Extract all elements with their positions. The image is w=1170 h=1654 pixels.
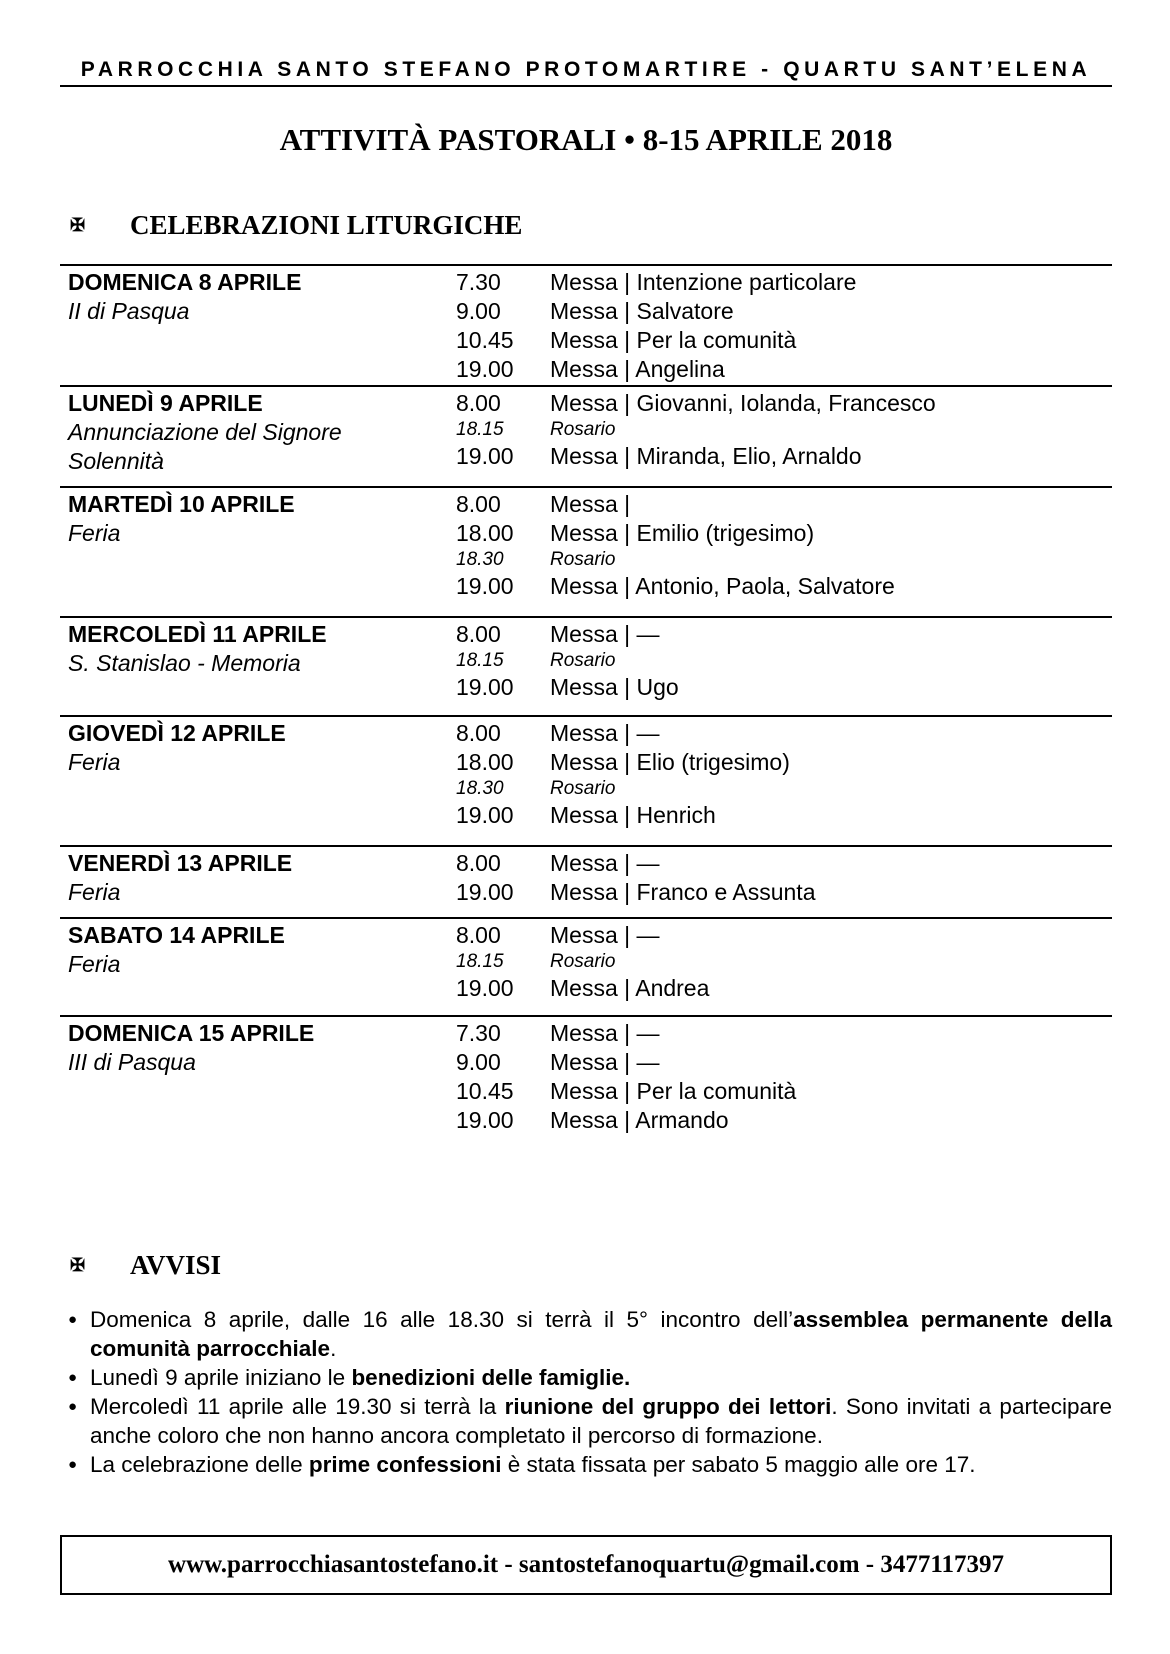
slot-text: Messa | Andrea bbox=[550, 975, 710, 1001]
slot-time: 7.30 bbox=[456, 1020, 501, 1046]
rosary-slot bbox=[456, 950, 709, 974]
notice-emphasis: riunione del gruppo dei lettori bbox=[504, 1394, 832, 1419]
slot-time: 19.00 bbox=[456, 573, 514, 599]
mass-slot bbox=[456, 801, 790, 830]
notice-text: è stata fissata per sabato 5 maggio alle ore 17. bbox=[501, 1452, 976, 1477]
slot-text: Rosario bbox=[550, 778, 616, 799]
time-slots bbox=[456, 849, 816, 907]
mass-slot bbox=[456, 849, 816, 878]
header-divider bbox=[60, 85, 1112, 87]
bulletin-page bbox=[60, 0, 1112, 1654]
parish-header: PARROCCHIA SANTO STEFANO PROTOMARTIRE - QUARTU SANT’ELENA bbox=[80, 58, 1092, 81]
slot-time: 18.15 bbox=[456, 650, 504, 671]
notice-text: Lunedì 9 aprile iniziano le bbox=[90, 1365, 352, 1390]
time-slots bbox=[456, 490, 895, 601]
mass-slot bbox=[456, 1077, 796, 1106]
notice-text: . Sono invitati a partecipare anche coloro che non hanno ancora completato il percorso di formazione. bbox=[90, 1394, 1112, 1448]
slot-text: Messa | — bbox=[550, 1049, 660, 1075]
slot-text: Messa | Intenzione particolare bbox=[550, 269, 857, 295]
mass-slot bbox=[456, 442, 936, 471]
slot-time: 9.00 bbox=[456, 298, 501, 324]
mass-slot bbox=[456, 326, 856, 355]
contact-footer: www.parrocchiasantostefano.it - santostefanoquartu@gmail.com - 3477117397 bbox=[60, 1535, 1112, 1595]
slot-time: 10.45 bbox=[456, 327, 514, 353]
liturgical-note: Solennità bbox=[68, 448, 164, 474]
time-slots bbox=[456, 921, 709, 1003]
slot-time: 8.00 bbox=[456, 850, 501, 876]
notices-list bbox=[68, 1305, 1112, 1479]
slot-text: Messa | — bbox=[550, 1020, 660, 1046]
slot-time: 10.45 bbox=[456, 1078, 514, 1104]
slot-time: 8.00 bbox=[456, 390, 501, 416]
day-block bbox=[60, 486, 1112, 616]
slot-time: 19.00 bbox=[456, 1107, 514, 1133]
day-info bbox=[68, 919, 285, 979]
day-name: MERCOLEDÌ 11 APRILE bbox=[68, 621, 327, 647]
slot-text: Messa | Miranda, Elio, Arnaldo bbox=[550, 443, 862, 469]
notice-item bbox=[68, 1363, 1112, 1392]
day-name: SABATO 14 APRILE bbox=[68, 922, 285, 948]
slot-time: 18.30 bbox=[456, 549, 504, 570]
notice-item bbox=[68, 1450, 1112, 1479]
mass-slot bbox=[456, 878, 816, 907]
cross-pattee-icon: ✠ bbox=[70, 1255, 86, 1275]
slot-text: Messa | Antonio, Paola, Salvatore bbox=[550, 573, 895, 599]
slot-time: 19.00 bbox=[456, 802, 514, 828]
day-block bbox=[60, 845, 1112, 917]
day-name: GIOVEDÌ 12 APRILE bbox=[68, 720, 286, 746]
liturgy-schedule bbox=[60, 264, 1112, 1147]
mass-slot bbox=[456, 389, 936, 418]
liturgical-note: S. Stanislao - Memoria bbox=[68, 650, 301, 676]
mass-slot bbox=[456, 519, 895, 548]
slot-time: 19.00 bbox=[456, 356, 514, 382]
day-info bbox=[68, 618, 327, 678]
slot-text: Messa | Henrich bbox=[550, 802, 716, 828]
mass-slot bbox=[456, 974, 709, 1003]
slot-text: Rosario bbox=[550, 419, 616, 440]
slot-text: Messa | Per la comunità bbox=[550, 1078, 797, 1104]
rosary-slot bbox=[456, 777, 790, 801]
day-info bbox=[68, 266, 301, 326]
notice-text: Mercoledì 11 aprile alle 19.30 si terrà la bbox=[90, 1394, 505, 1419]
slot-time: 7.30 bbox=[456, 269, 501, 295]
day-info bbox=[68, 717, 286, 777]
notice-text: . bbox=[330, 1336, 337, 1361]
day-info bbox=[68, 387, 342, 476]
slot-text: Messa | — bbox=[550, 922, 660, 948]
section-heading-liturgy bbox=[70, 210, 522, 241]
mass-slot bbox=[456, 921, 709, 950]
slot-time: 18.15 bbox=[456, 951, 504, 972]
mass-slot bbox=[456, 620, 679, 649]
slot-text: Rosario bbox=[550, 650, 616, 671]
slot-text: Messa | Angelina bbox=[550, 356, 725, 382]
liturgical-note: Feria bbox=[68, 520, 121, 546]
section-heading-notices bbox=[70, 1250, 221, 1281]
slot-time: 9.00 bbox=[456, 1049, 501, 1075]
notice-emphasis: benedizioni delle famiglie. bbox=[351, 1365, 631, 1390]
day-block bbox=[60, 715, 1112, 845]
mass-slot bbox=[456, 297, 856, 326]
slot-text: Messa | — bbox=[550, 850, 660, 876]
mass-slot bbox=[456, 1106, 796, 1135]
day-name: DOMENICA 15 APRILE bbox=[68, 1020, 315, 1046]
slot-time: 18.15 bbox=[456, 419, 504, 440]
page-title: ATTIVITÀ PASTORALI • 8-15 APRILE 2018 bbox=[279, 122, 893, 157]
notice-emphasis: prime confessioni bbox=[308, 1452, 502, 1477]
mass-slot bbox=[456, 490, 895, 519]
time-slots bbox=[456, 620, 679, 702]
day-block bbox=[60, 385, 1112, 486]
day-name: MARTEDÌ 10 APRILE bbox=[68, 491, 295, 517]
slot-time: 18.00 bbox=[456, 749, 514, 775]
notice-emphasis: assemblea permanente della comunità parrocchiale bbox=[90, 1307, 1112, 1361]
rosary-slot bbox=[456, 418, 936, 442]
day-info bbox=[68, 847, 292, 907]
notice-item bbox=[68, 1392, 1112, 1450]
liturgical-note: Feria bbox=[68, 749, 121, 775]
slot-text: Messa | Giovanni, Iolanda, Francesco bbox=[550, 390, 936, 416]
day-name: VENERDÌ 13 APRILE bbox=[68, 850, 293, 876]
slot-time: 18.30 bbox=[456, 778, 504, 799]
section-title: AVVISI bbox=[130, 1250, 222, 1280]
day-block bbox=[60, 1015, 1112, 1147]
slot-time: 18.00 bbox=[456, 520, 514, 546]
slot-text: Messa | bbox=[550, 491, 631, 517]
slot-text: Messa | — bbox=[550, 621, 660, 647]
day-name: DOMENICA 8 APRILE bbox=[68, 269, 302, 295]
notice-text: Domenica 8 aprile, dalle 16 alle 18.30 si terrà il 5° incontro dell’ bbox=[90, 1307, 794, 1332]
slot-text: Rosario bbox=[550, 549, 616, 570]
liturgical-note: Annunciazione del Signore bbox=[68, 419, 342, 445]
notice-text: La celebrazione delle bbox=[90, 1452, 309, 1477]
slot-text: Messa | Armando bbox=[550, 1107, 729, 1133]
mass-slot bbox=[456, 748, 790, 777]
slot-time: 8.00 bbox=[456, 720, 501, 746]
slot-text: Messa | Franco e Assunta bbox=[550, 879, 816, 905]
slot-time: 8.00 bbox=[456, 621, 501, 647]
day-info bbox=[68, 488, 295, 548]
slot-text: Messa | Per la comunità bbox=[550, 327, 797, 353]
slot-time: 19.00 bbox=[456, 975, 514, 1001]
liturgical-note: II di Pasqua bbox=[68, 298, 190, 324]
mass-slot bbox=[456, 719, 790, 748]
slot-text: Messa | Emilio (trigesimo) bbox=[550, 520, 815, 546]
slot-text: Messa | Elio (trigesimo) bbox=[550, 749, 790, 775]
day-name: LUNEDÌ 9 APRILE bbox=[68, 390, 263, 416]
slot-text: Rosario bbox=[550, 951, 616, 972]
mass-slot bbox=[456, 355, 856, 384]
day-block bbox=[60, 264, 1112, 385]
section-title: CELEBRAZIONI LITURGICHE bbox=[130, 210, 523, 240]
cross-pattee-icon: ✠ bbox=[70, 215, 86, 235]
slot-time: 19.00 bbox=[456, 443, 514, 469]
mass-slot bbox=[456, 1048, 796, 1077]
slot-text: Messa | — bbox=[550, 720, 660, 746]
slot-time: 8.00 bbox=[456, 491, 501, 517]
notice-item bbox=[68, 1305, 1112, 1363]
mass-slot bbox=[456, 268, 856, 297]
time-slots bbox=[456, 1019, 796, 1135]
day-info bbox=[68, 1017, 314, 1077]
day-block bbox=[60, 616, 1112, 715]
mass-slot bbox=[456, 673, 679, 702]
slot-time: 8.00 bbox=[456, 922, 501, 948]
day-block bbox=[60, 917, 1112, 1015]
liturgical-note: Feria bbox=[68, 951, 121, 977]
liturgical-note: III di Pasqua bbox=[68, 1049, 196, 1075]
slot-text: Messa | Salvatore bbox=[550, 298, 734, 324]
rosary-slot bbox=[456, 649, 679, 673]
time-slots bbox=[456, 389, 936, 471]
liturgical-note: Feria bbox=[68, 879, 121, 905]
rosary-slot bbox=[456, 548, 895, 572]
time-slots bbox=[456, 268, 856, 384]
mass-slot bbox=[456, 572, 895, 601]
slot-text: Messa | Ugo bbox=[550, 674, 679, 700]
slot-time: 19.00 bbox=[456, 879, 514, 905]
slot-time: 19.00 bbox=[456, 674, 514, 700]
time-slots bbox=[456, 719, 790, 830]
mass-slot bbox=[456, 1019, 796, 1048]
